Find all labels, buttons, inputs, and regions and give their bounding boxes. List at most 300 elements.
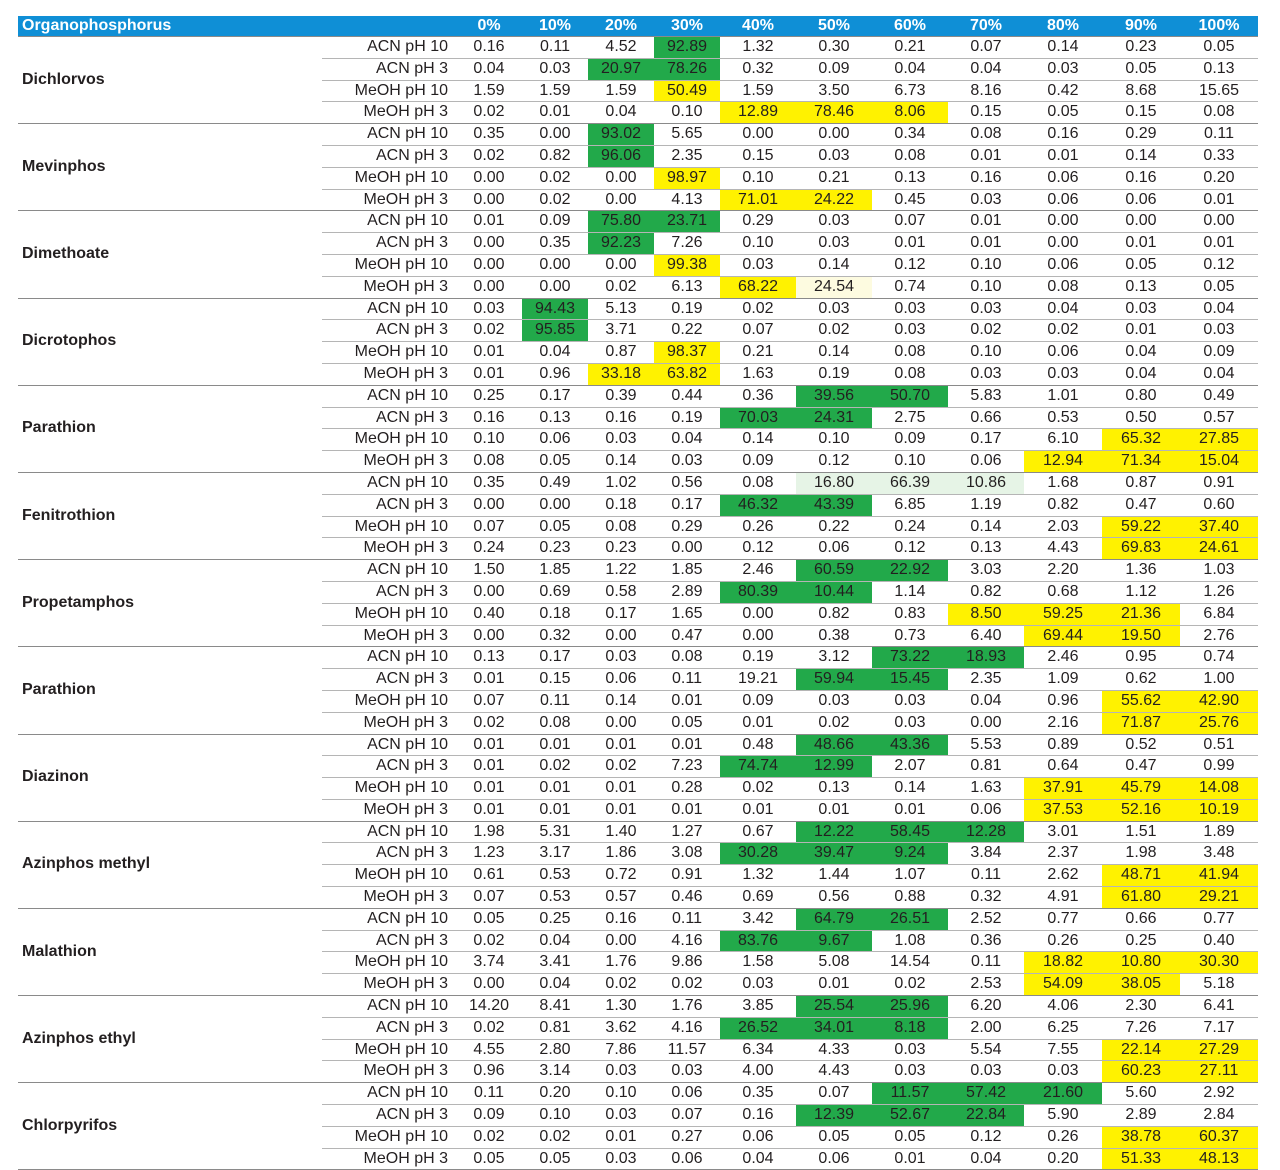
value-cell: 24.54 — [796, 276, 872, 298]
value-cell: 78.26 — [654, 58, 720, 80]
value-cell: 0.00 — [456, 494, 522, 516]
value-cell: 0.07 — [796, 1083, 872, 1105]
value-cell: 0.01 — [588, 799, 654, 821]
value-cell: 11.57 — [872, 1083, 948, 1105]
value-cell: 1.44 — [796, 865, 872, 887]
value-cell: 30.28 — [720, 843, 796, 865]
table-row — [18, 908, 1258, 930]
value-cell: 0.25 — [522, 908, 588, 930]
table-row — [18, 37, 1258, 59]
value-cell: 37.91 — [1024, 778, 1102, 800]
value-cell: 0.16 — [456, 37, 522, 59]
value-cell: 0.01 — [588, 734, 654, 756]
value-cell: 0.04 — [872, 58, 948, 80]
value-cell: 59.25 — [1024, 603, 1102, 625]
value-cell: 6.41 — [1180, 996, 1258, 1018]
value-cell: 14.54 — [872, 952, 948, 974]
value-cell: 0.06 — [948, 799, 1024, 821]
value-cell: 0.04 — [720, 1148, 796, 1170]
value-cell: 59.94 — [796, 669, 872, 691]
value-cell: 4.06 — [1024, 996, 1102, 1018]
column-header: 10% — [522, 16, 588, 37]
table-row — [18, 560, 1258, 582]
value-cell: 0.47 — [654, 625, 720, 647]
value-cell: 1.32 — [720, 37, 796, 59]
value-cell: 0.02 — [522, 756, 588, 778]
value-cell: 80.39 — [720, 581, 796, 603]
value-cell: 0.12 — [796, 451, 872, 473]
value-cell: 0.19 — [654, 407, 720, 429]
value-cell: 0.10 — [948, 342, 1024, 364]
value-cell: 8.68 — [1102, 80, 1180, 102]
value-cell: 46.32 — [720, 494, 796, 516]
value-cell: 58.45 — [872, 821, 948, 843]
value-cell: 3.74 — [456, 952, 522, 974]
value-cell: 0.04 — [654, 429, 720, 451]
table-row — [18, 734, 1258, 756]
value-cell: 0.81 — [948, 756, 1024, 778]
value-cell: 1.59 — [522, 80, 588, 102]
value-cell: 0.02 — [720, 298, 796, 320]
value-cell: 0.68 — [1024, 581, 1102, 603]
value-cell: 1.30 — [588, 996, 654, 1018]
value-cell: 0.09 — [456, 1105, 522, 1127]
value-cell: 0.12 — [872, 538, 948, 560]
value-cell: 4.00 — [720, 1061, 796, 1083]
value-cell: 95.85 — [522, 320, 588, 342]
value-cell: 0.00 — [1180, 211, 1258, 233]
value-cell: 16.80 — [796, 472, 872, 494]
value-cell: 0.04 — [1180, 363, 1258, 385]
condition-label: MeOH pH 3 — [322, 538, 456, 560]
compound-name: Diazinon — [18, 734, 322, 821]
value-cell: 0.03 — [872, 690, 948, 712]
value-cell: 3.84 — [948, 843, 1024, 865]
value-cell: 92.23 — [588, 233, 654, 255]
value-cell: 1.26 — [1180, 581, 1258, 603]
value-cell: 0.29 — [654, 516, 720, 538]
value-cell: 0.00 — [588, 625, 654, 647]
value-cell: 8.41 — [522, 996, 588, 1018]
value-cell: 0.14 — [796, 254, 872, 276]
value-cell: 0.00 — [796, 124, 872, 146]
value-cell: 0.62 — [1102, 669, 1180, 691]
condition-label: ACN pH 3 — [322, 930, 456, 952]
value-cell: 50.70 — [872, 385, 948, 407]
compound-name: Mevinphos — [18, 124, 322, 211]
value-cell: 71.01 — [720, 189, 796, 211]
value-cell: 6.34 — [720, 1039, 796, 1061]
value-cell: 0.03 — [654, 1061, 720, 1083]
value-cell: 2.76 — [1180, 625, 1258, 647]
value-cell: 0.21 — [796, 167, 872, 189]
compound-name: Parathion — [18, 647, 322, 734]
condition-label: MeOH pH 3 — [322, 363, 456, 385]
value-cell: 18.93 — [948, 647, 1024, 669]
value-cell: 0.03 — [588, 647, 654, 669]
value-cell: 2.62 — [1024, 865, 1102, 887]
value-cell: 0.02 — [588, 276, 654, 298]
condition-label: MeOH pH 3 — [322, 799, 456, 821]
value-cell: 0.49 — [1180, 385, 1258, 407]
value-cell: 3.71 — [588, 320, 654, 342]
value-cell: 45.79 — [1102, 778, 1180, 800]
compound-name: Propetamphos — [18, 560, 322, 647]
value-cell: 0.08 — [872, 342, 948, 364]
value-cell: 2.46 — [1024, 647, 1102, 669]
value-cell: 0.06 — [654, 1148, 720, 1170]
value-cell: 0.02 — [456, 320, 522, 342]
value-cell: 1.00 — [1180, 669, 1258, 691]
value-cell: 0.01 — [872, 233, 948, 255]
value-cell: 22.14 — [1102, 1039, 1180, 1061]
value-cell: 5.60 — [1102, 1083, 1180, 1105]
value-cell: 0.01 — [872, 799, 948, 821]
value-cell: 0.01 — [720, 712, 796, 734]
table-row — [18, 996, 1258, 1018]
value-cell: 98.97 — [654, 167, 720, 189]
value-cell: 0.05 — [1180, 276, 1258, 298]
value-cell: 1.50 — [456, 560, 522, 582]
value-cell: 0.81 — [522, 1017, 588, 1039]
value-cell: 0.45 — [872, 189, 948, 211]
value-cell: 0.01 — [456, 778, 522, 800]
compound-name: Chlorpyrifos — [18, 1083, 322, 1170]
value-cell: 0.04 — [456, 58, 522, 80]
table-row — [18, 1083, 1258, 1105]
value-cell: 0.91 — [654, 865, 720, 887]
condition-label: MeOH pH 10 — [322, 1039, 456, 1061]
value-cell: 0.01 — [456, 363, 522, 385]
value-cell: 21.60 — [1024, 1083, 1102, 1105]
value-cell: 0.48 — [720, 734, 796, 756]
value-cell: 19.21 — [720, 669, 796, 691]
value-cell: 0.03 — [872, 1061, 948, 1083]
condition-label: ACN pH 3 — [322, 1105, 456, 1127]
value-cell: 0.02 — [522, 1126, 588, 1148]
table-row — [18, 298, 1258, 320]
value-cell: 0.20 — [522, 1083, 588, 1105]
value-cell: 0.02 — [456, 930, 522, 952]
value-cell: 73.22 — [872, 647, 948, 669]
value-cell: 0.09 — [872, 429, 948, 451]
condition-label: ACN pH 10 — [322, 734, 456, 756]
value-cell: 1.02 — [588, 472, 654, 494]
value-cell: 2.89 — [1102, 1105, 1180, 1127]
value-cell: 93.02 — [588, 124, 654, 146]
value-cell: 0.80 — [1102, 385, 1180, 407]
value-cell: 0.23 — [588, 538, 654, 560]
condition-label: MeOH pH 3 — [322, 189, 456, 211]
value-cell: 18.82 — [1024, 952, 1102, 974]
value-cell: 25.96 — [872, 996, 948, 1018]
value-cell: 0.11 — [522, 37, 588, 59]
value-cell: 1.14 — [872, 581, 948, 603]
condition-label: MeOH pH 10 — [322, 778, 456, 800]
value-cell: 0.15 — [948, 102, 1024, 124]
value-cell: 0.08 — [588, 516, 654, 538]
value-cell: 0.15 — [1102, 102, 1180, 124]
value-cell: 5.18 — [1180, 974, 1258, 996]
value-cell: 0.01 — [456, 734, 522, 756]
value-cell: 64.79 — [796, 908, 872, 930]
value-cell: 92.89 — [654, 37, 720, 59]
value-cell: 4.55 — [456, 1039, 522, 1061]
value-cell: 5.53 — [948, 734, 1024, 756]
value-cell: 0.36 — [948, 930, 1024, 952]
value-cell: 0.14 — [796, 342, 872, 364]
compound-name: Azinphos ethyl — [18, 996, 322, 1083]
value-cell: 2.52 — [948, 908, 1024, 930]
value-cell: 70.03 — [720, 407, 796, 429]
value-cell: 0.25 — [1102, 930, 1180, 952]
value-cell: 6.20 — [948, 996, 1024, 1018]
column-header: 80% — [1024, 16, 1102, 37]
value-cell: 0.11 — [654, 669, 720, 691]
value-cell: 0.18 — [588, 494, 654, 516]
value-cell: 0.09 — [522, 211, 588, 233]
header-row — [18, 16, 1258, 37]
value-cell: 20.97 — [588, 58, 654, 80]
value-cell: 0.01 — [654, 799, 720, 821]
value-cell: 0.01 — [654, 734, 720, 756]
value-cell: 3.42 — [720, 908, 796, 930]
value-cell: 0.07 — [456, 887, 522, 909]
value-cell: 0.00 — [588, 930, 654, 952]
value-cell: 0.91 — [1180, 472, 1258, 494]
value-cell: 14.20 — [456, 996, 522, 1018]
value-cell: 0.26 — [1024, 1126, 1102, 1148]
value-cell: 0.83 — [872, 603, 948, 625]
value-cell: 12.94 — [1024, 451, 1102, 473]
value-cell: 61.80 — [1102, 887, 1180, 909]
value-cell: 0.00 — [588, 712, 654, 734]
value-cell: 0.01 — [948, 233, 1024, 255]
value-cell: 0.10 — [654, 102, 720, 124]
column-header: 30% — [654, 16, 720, 37]
value-cell: 0.10 — [948, 254, 1024, 276]
condition-label: ACN pH 10 — [322, 298, 456, 320]
value-cell: 0.99 — [1180, 756, 1258, 778]
value-cell: 0.29 — [720, 211, 796, 233]
value-cell: 4.52 — [588, 37, 654, 59]
value-cell: 6.40 — [948, 625, 1024, 647]
value-cell: 3.08 — [654, 843, 720, 865]
value-cell: 0.01 — [522, 799, 588, 821]
value-cell: 0.33 — [1180, 145, 1258, 167]
value-cell: 0.47 — [1102, 494, 1180, 516]
value-cell: 41.94 — [1180, 865, 1258, 887]
value-cell: 7.23 — [654, 756, 720, 778]
value-cell: 0.03 — [948, 1061, 1024, 1083]
value-cell: 29.21 — [1180, 887, 1258, 909]
condition-label: ACN pH 10 — [322, 647, 456, 669]
value-cell: 0.07 — [872, 211, 948, 233]
condition-label: ACN pH 10 — [322, 211, 456, 233]
value-cell: 3.14 — [522, 1061, 588, 1083]
value-cell: 2.16 — [1024, 712, 1102, 734]
value-cell: 11.57 — [654, 1039, 720, 1061]
value-cell: 0.13 — [522, 407, 588, 429]
value-cell: 0.02 — [872, 974, 948, 996]
value-cell: 1.19 — [948, 494, 1024, 516]
value-cell: 65.32 — [1102, 429, 1180, 451]
value-cell: 0.53 — [522, 865, 588, 887]
condition-label: MeOH pH 10 — [322, 690, 456, 712]
value-cell: 0.03 — [522, 58, 588, 80]
value-cell: 27.29 — [1180, 1039, 1258, 1061]
value-cell: 0.47 — [1102, 756, 1180, 778]
value-cell: 1.63 — [948, 778, 1024, 800]
condition-label: MeOH pH 3 — [322, 451, 456, 473]
value-cell: 0.00 — [720, 625, 796, 647]
value-cell: 0.07 — [948, 37, 1024, 59]
value-cell: 0.03 — [588, 1061, 654, 1083]
value-cell: 0.08 — [872, 363, 948, 385]
value-cell: 12.28 — [948, 821, 1024, 843]
value-cell: 9.86 — [654, 952, 720, 974]
value-cell: 0.06 — [588, 669, 654, 691]
value-cell: 0.00 — [456, 625, 522, 647]
value-cell: 0.60 — [1180, 494, 1258, 516]
compound-name: Fenitrothion — [18, 472, 322, 559]
value-cell: 1.89 — [1180, 821, 1258, 843]
value-cell: 0.03 — [588, 1148, 654, 1170]
value-cell: 0.07 — [456, 690, 522, 712]
value-cell: 24.31 — [796, 407, 872, 429]
value-cell: 0.19 — [720, 647, 796, 669]
compound-name: Parathion — [18, 385, 322, 472]
value-cell: 0.07 — [654, 1105, 720, 1127]
value-cell: 0.08 — [872, 145, 948, 167]
value-cell: 0.24 — [456, 538, 522, 560]
value-cell: 12.89 — [720, 102, 796, 124]
value-cell: 4.43 — [796, 1061, 872, 1083]
value-cell: 0.39 — [588, 385, 654, 407]
value-cell: 6.10 — [1024, 429, 1102, 451]
value-cell: 0.02 — [796, 320, 872, 342]
value-cell: 0.15 — [522, 669, 588, 691]
value-cell: 1.51 — [1102, 821, 1180, 843]
value-cell: 0.03 — [1180, 320, 1258, 342]
value-cell: 0.20 — [1024, 1148, 1102, 1170]
value-cell: 0.06 — [1102, 189, 1180, 211]
column-header: 20% — [588, 16, 654, 37]
condition-label: ACN pH 3 — [322, 58, 456, 80]
value-cell: 60.23 — [1102, 1061, 1180, 1083]
value-cell: 0.51 — [1180, 734, 1258, 756]
value-cell: 24.22 — [796, 189, 872, 211]
value-cell: 1.09 — [1024, 669, 1102, 691]
value-cell: 0.35 — [456, 124, 522, 146]
value-cell: 71.87 — [1102, 712, 1180, 734]
value-cell: 26.52 — [720, 1017, 796, 1039]
value-cell: 0.10 — [720, 167, 796, 189]
value-cell: 0.01 — [1180, 189, 1258, 211]
value-cell: 0.25 — [456, 385, 522, 407]
value-cell: 0.02 — [1024, 320, 1102, 342]
value-cell: 0.35 — [456, 472, 522, 494]
value-cell: 63.82 — [654, 363, 720, 385]
value-cell: 0.02 — [456, 712, 522, 734]
value-cell: 0.03 — [796, 233, 872, 255]
value-cell: 2.00 — [948, 1017, 1024, 1039]
value-cell: 21.36 — [1102, 603, 1180, 625]
value-cell: 0.05 — [654, 712, 720, 734]
value-cell: 0.17 — [522, 647, 588, 669]
value-cell: 42.90 — [1180, 690, 1258, 712]
value-cell: 2.35 — [654, 145, 720, 167]
value-cell: 78.46 — [796, 102, 872, 124]
value-cell: 2.80 — [522, 1039, 588, 1061]
value-cell: 0.12 — [948, 1126, 1024, 1148]
value-cell: 0.03 — [796, 690, 872, 712]
value-cell: 0.02 — [948, 320, 1024, 342]
compound-name: Dichlorvos — [18, 37, 322, 124]
value-cell: 48.71 — [1102, 865, 1180, 887]
value-cell: 0.05 — [796, 1126, 872, 1148]
value-cell: 0.01 — [796, 974, 872, 996]
value-cell: 1.22 — [588, 560, 654, 582]
value-cell: 0.03 — [948, 189, 1024, 211]
value-cell: 0.16 — [588, 908, 654, 930]
value-cell: 0.66 — [1102, 908, 1180, 930]
value-cell: 0.03 — [1024, 1061, 1102, 1083]
value-cell: 0.77 — [1180, 908, 1258, 930]
value-cell: 48.66 — [796, 734, 872, 756]
value-cell: 4.91 — [1024, 887, 1102, 909]
value-cell: 0.06 — [796, 538, 872, 560]
value-cell: 0.01 — [1180, 233, 1258, 255]
value-cell: 25.76 — [1180, 712, 1258, 734]
value-cell: 0.00 — [456, 167, 522, 189]
value-cell: 38.78 — [1102, 1126, 1180, 1148]
value-cell: 0.06 — [796, 1148, 872, 1170]
condition-label: ACN pH 3 — [322, 1017, 456, 1039]
column-header: 40% — [720, 16, 796, 37]
value-cell: 5.08 — [796, 952, 872, 974]
value-cell: 0.01 — [588, 1126, 654, 1148]
value-cell: 0.28 — [654, 778, 720, 800]
value-cell: 10.44 — [796, 581, 872, 603]
value-cell: 0.10 — [456, 429, 522, 451]
value-cell: 2.30 — [1102, 996, 1180, 1018]
value-cell: 0.06 — [720, 1126, 796, 1148]
value-cell: 0.10 — [588, 1083, 654, 1105]
value-cell: 59.22 — [1102, 516, 1180, 538]
value-cell: 8.18 — [872, 1017, 948, 1039]
value-cell: 0.05 — [522, 516, 588, 538]
value-cell: 0.08 — [654, 647, 720, 669]
value-cell: 2.46 — [720, 560, 796, 582]
value-cell: 39.47 — [796, 843, 872, 865]
value-cell: 0.19 — [654, 298, 720, 320]
value-cell: 0.16 — [948, 167, 1024, 189]
value-cell: 0.00 — [456, 974, 522, 996]
value-cell: 0.05 — [872, 1126, 948, 1148]
value-cell: 0.24 — [872, 516, 948, 538]
condition-label: ACN pH 3 — [322, 407, 456, 429]
condition-label: MeOH pH 3 — [322, 625, 456, 647]
value-cell: 0.02 — [456, 1017, 522, 1039]
value-cell: 1.08 — [872, 930, 948, 952]
value-cell: 0.00 — [456, 233, 522, 255]
value-cell: 71.34 — [1102, 451, 1180, 473]
value-cell: 48.13 — [1180, 1148, 1258, 1170]
value-cell: 0.36 — [720, 385, 796, 407]
value-cell: 0.46 — [654, 887, 720, 909]
value-cell: 14.08 — [1180, 778, 1258, 800]
